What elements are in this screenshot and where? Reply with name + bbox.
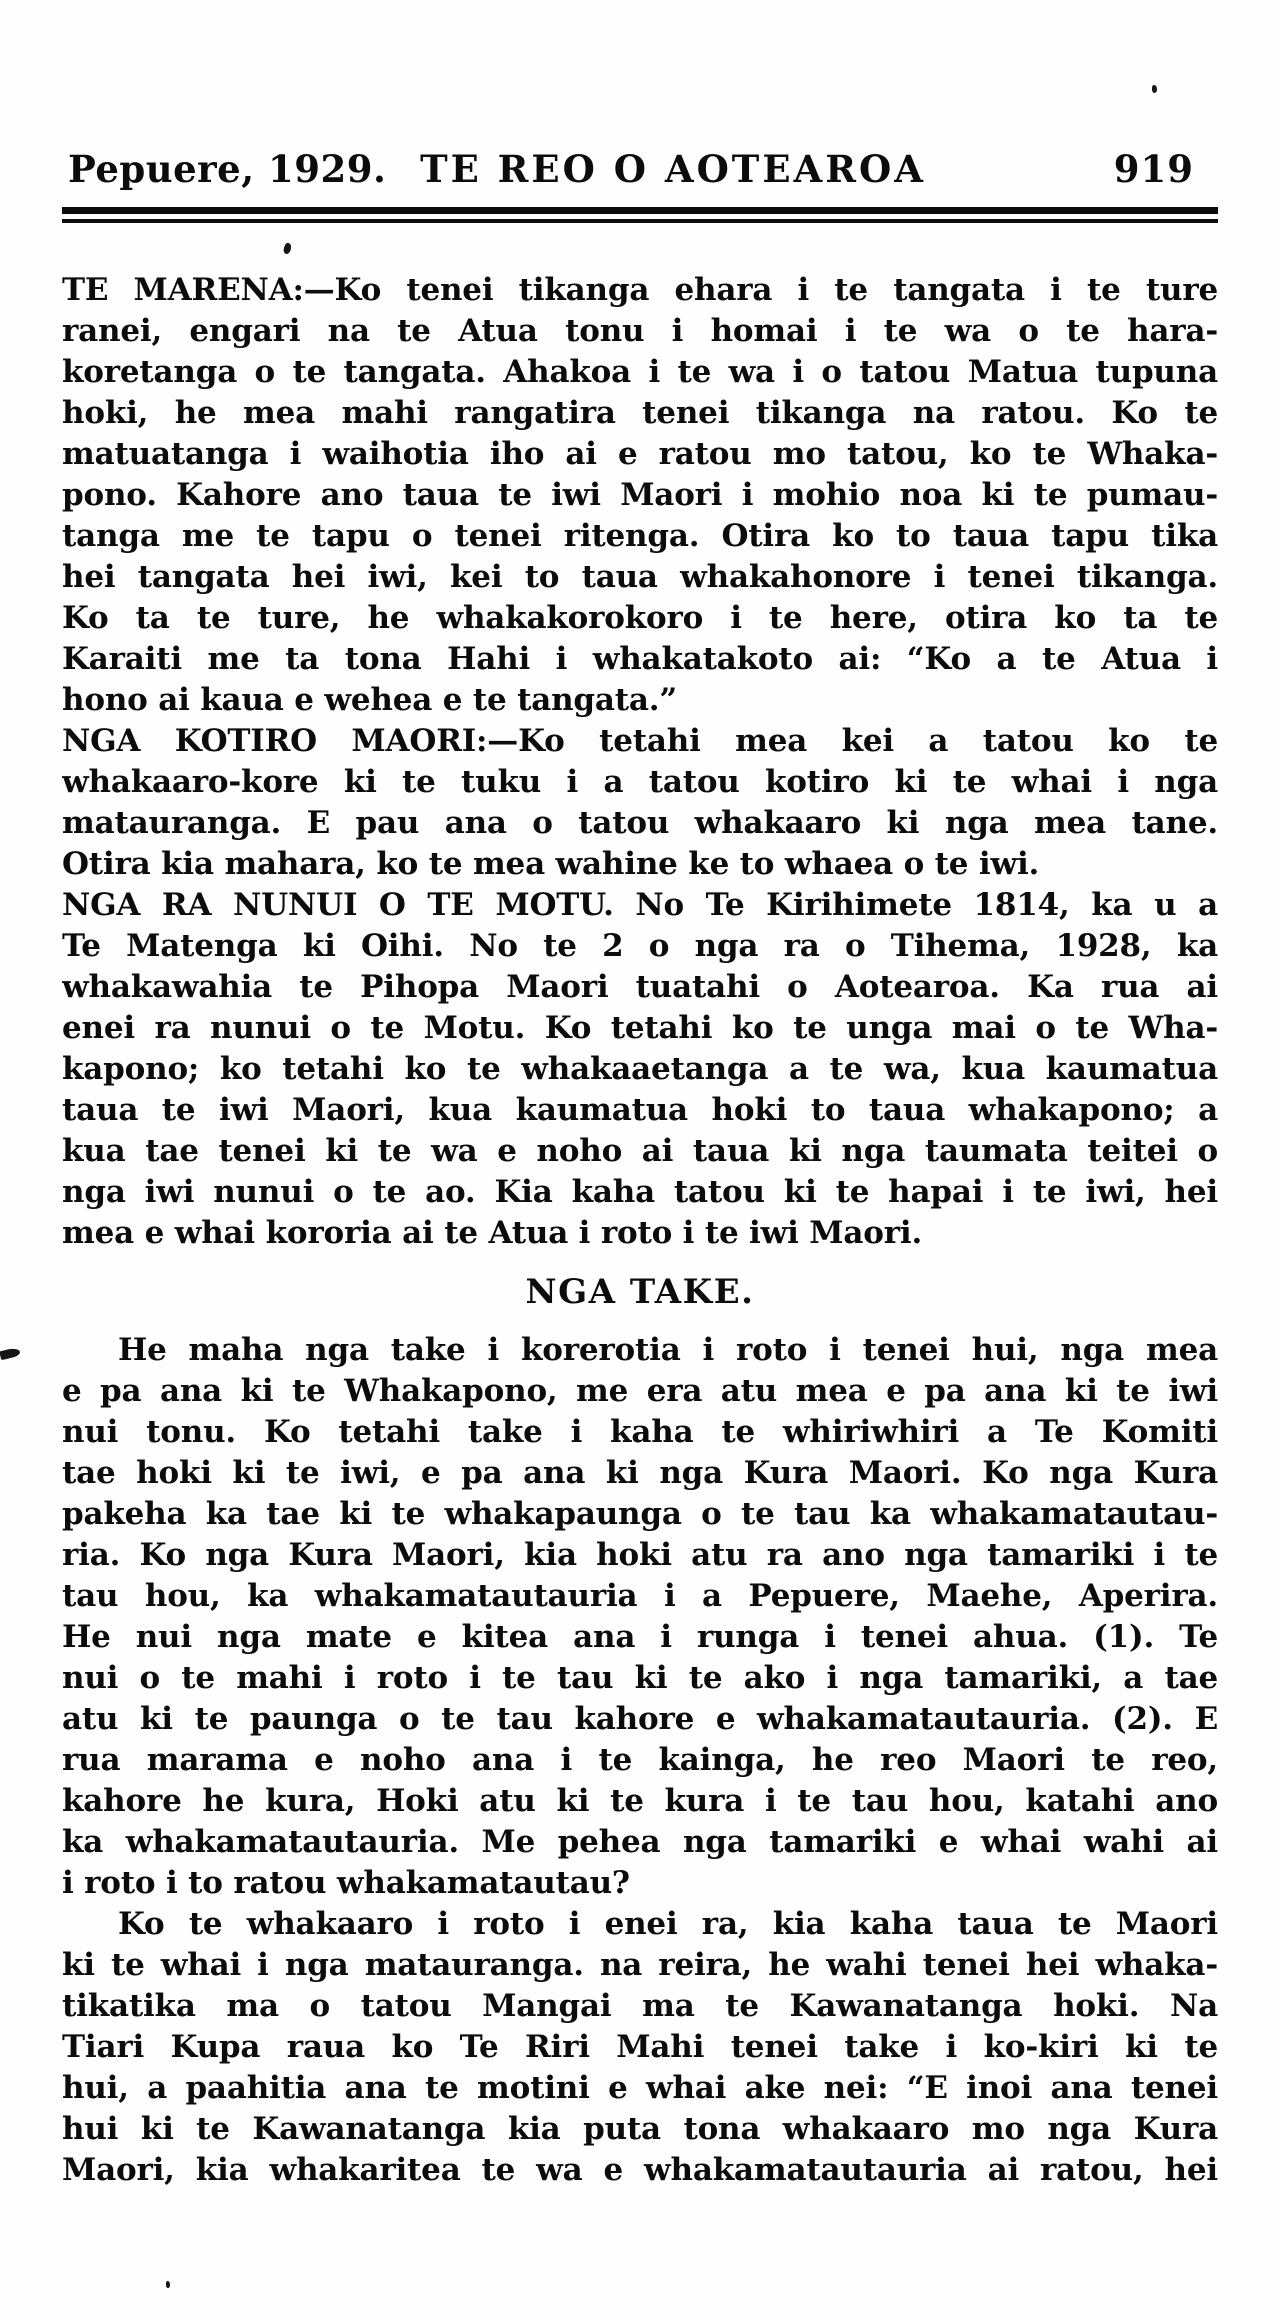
masthead-rule-thin bbox=[62, 219, 1218, 223]
text-line: enei ra nunui o te Motu. Ko tetahi ko te unga mai o te Wha- bbox=[62, 1010, 1218, 1046]
text-line: kahore he kura, Hoki atu ki te kura i te tau hou, katahi ano bbox=[62, 1783, 1218, 1819]
text-line: Karaiti me ta tona Hahi i whakatakoto ai: “Ko a te Atua i bbox=[62, 641, 1218, 677]
text-line: ki te whai i nga matauranga. na reira, he wahi tenei hei whaka- bbox=[62, 1947, 1218, 1983]
journal-title: TE REO O AOTEAROA bbox=[420, 147, 926, 191]
text-line: NGA KOTIRO MAORI:—Ko tetahi mea kei a tatou ko te bbox=[62, 723, 1218, 759]
paragraph bbox=[62, 1904, 1218, 2191]
text-line: e pa ana ki te Whakapono, me era atu mea e pa ana ki te iwi bbox=[62, 1373, 1218, 1409]
text-line: NGA RA NUNUI O TE MOTU. No Te Kirihimete 1814, ka u a bbox=[62, 887, 1218, 923]
page-number: 919 bbox=[1113, 147, 1194, 191]
text-line: tanga me te tapu o tenei ritenga. Otira ko to taua tapu tika bbox=[62, 518, 1218, 554]
text-line: Otira kia mahara, ko te mea wahine ke to whaea o te iwi. bbox=[62, 846, 1040, 882]
text-line: TE MARENA:—Ko tenei tikanga ehara i te tangata i te ture bbox=[62, 272, 1218, 308]
text-line: nui tonu. Ko tetahi take i kaha te whiriwhiri a Te Komiti bbox=[62, 1414, 1218, 1450]
section-heading: NGA TAKE. bbox=[525, 1272, 755, 1312]
text-line: atu ki te paunga o te tau kahore e whakamatautauria. (2). E bbox=[62, 1701, 1218, 1737]
text-line: mea e whai kororia ai te Atua i roto i te iwi Maori. bbox=[62, 1215, 923, 1251]
paragraph bbox=[62, 885, 1218, 1254]
text-line: ria. Ko nga Kura Maori, kia hoki atu ra ano nga tamariki i te bbox=[62, 1537, 1218, 1573]
text-line: hono ai kaua e wehea e te tangata.” bbox=[62, 682, 678, 718]
text-line: tau hou, ka whakamatautauria i a Pepuere, Maehe, Aperira. bbox=[62, 1578, 1218, 1614]
text-line: hoki, he mea mahi rangatira tenei tikanga na ratou. Ko te bbox=[62, 395, 1218, 431]
text-line: matuatanga i waihotia iho ai e ratou mo tatou, ko te Whaka- bbox=[62, 436, 1218, 472]
paragraph bbox=[62, 270, 1218, 721]
text-line: hui, a paahitia ana te motini e whai ake nei: “E inoi ana tenei bbox=[62, 2070, 1218, 2106]
text-line: Tiari Kupa raua ko Te Riri Mahi tenei take i ko-kiri ki te bbox=[62, 2029, 1218, 2065]
ink-speck bbox=[0, 1347, 21, 1361]
paragraph bbox=[62, 721, 1218, 885]
text-line: Ko ta te ture, he whakakorokoro i te here, otira ko ta te bbox=[62, 600, 1218, 636]
text-line: Maori, kia whakaritea te wa e whakamatautauria ai ratou, hei bbox=[62, 2152, 1218, 2188]
text-line: matauranga. E pau ana o tatou whakaaro ki nga mea tane. bbox=[62, 805, 1218, 841]
text-line: hei tangata hei iwi, kei to taua whakahonore i tenei tikanga. bbox=[62, 559, 1218, 595]
ink-speck bbox=[1152, 85, 1157, 93]
text-line: nui o te mahi i roto i te tau ki te ako i nga tamariki, a tae bbox=[62, 1660, 1218, 1696]
text-line: He nui nga mate e kitea ana i runga i tenei ahua. (1). Te bbox=[62, 1619, 1218, 1655]
text-line: kapono; ko tetahi ko te whakaaetanga a te wa, kua kaumatua bbox=[62, 1051, 1218, 1087]
text-line: pakeha ka tae ki te whakapaunga o te tau ka whakamatautau- bbox=[62, 1496, 1218, 1532]
ink-speck bbox=[166, 2281, 170, 2288]
ink-speck bbox=[282, 242, 292, 255]
text-line: koretanga o te tangata. Ahakoa i te wa i o tatou Matua tupuna bbox=[62, 354, 1218, 390]
text-line: ranei, engari na te Atua tonu i homai i te wa o te hara- bbox=[62, 313, 1218, 349]
text-line: ka whakamatautauria. Me pehea nga tamariki e whai wahi ai bbox=[62, 1824, 1218, 1860]
text-line: tae hoki ki te iwi, e pa ana ki nga Kura Maori. Ko nga Kura bbox=[62, 1455, 1218, 1491]
text-line: whakawahia te Pihopa Maori tuatahi o Aotearoa. Ka rua ai bbox=[62, 969, 1218, 1005]
masthead bbox=[62, 146, 1218, 192]
text-line: Ko te whakaaro i roto i enei ra, kia kaha taua te Maori bbox=[118, 1906, 1218, 1942]
text-line: taua te iwi Maori, kua kaumatua hoki to taua whakapono; a bbox=[62, 1092, 1218, 1128]
paragraph bbox=[62, 1330, 1218, 1904]
masthead-rule-thick bbox=[62, 207, 1218, 214]
text-line: kua tae tenei ki te wa e noho ai taua ki nga taumata teitei o bbox=[62, 1133, 1218, 1169]
article-body bbox=[62, 270, 1218, 2191]
text-line: rua marama e noho ana i te kainga, he reo Maori te reo, bbox=[62, 1742, 1218, 1778]
text-line: hui ki te Kawanatanga kia puta tona whakaaro mo nga Kura bbox=[62, 2111, 1218, 2147]
text-line: whakaaro-kore ki te tuku i a tatou kotiro ki te whai i nga bbox=[62, 764, 1218, 800]
text-line: Te Matenga ki Oihi. No te 2 o nga ra o Tihema, 1928, ka bbox=[62, 928, 1218, 964]
text-line: nga iwi nunui o te ao. Kia kaha tatou ki te hapai i te iwi, hei bbox=[62, 1174, 1218, 1210]
text-line: i roto i to ratou whakamatautau? bbox=[62, 1865, 630, 1901]
text-line: He maha nga take i korerotia i roto i tenei hui, nga mea bbox=[118, 1332, 1218, 1368]
text-line: pono. Kahore ano taua te iwi Maori i mohio noa ki te pumau- bbox=[62, 477, 1218, 513]
issue-date: Pepuere, 1929. bbox=[68, 147, 387, 191]
text-line: tikatika ma o tatou Mangai ma te Kawanatanga hoki. Na bbox=[62, 1988, 1218, 2024]
